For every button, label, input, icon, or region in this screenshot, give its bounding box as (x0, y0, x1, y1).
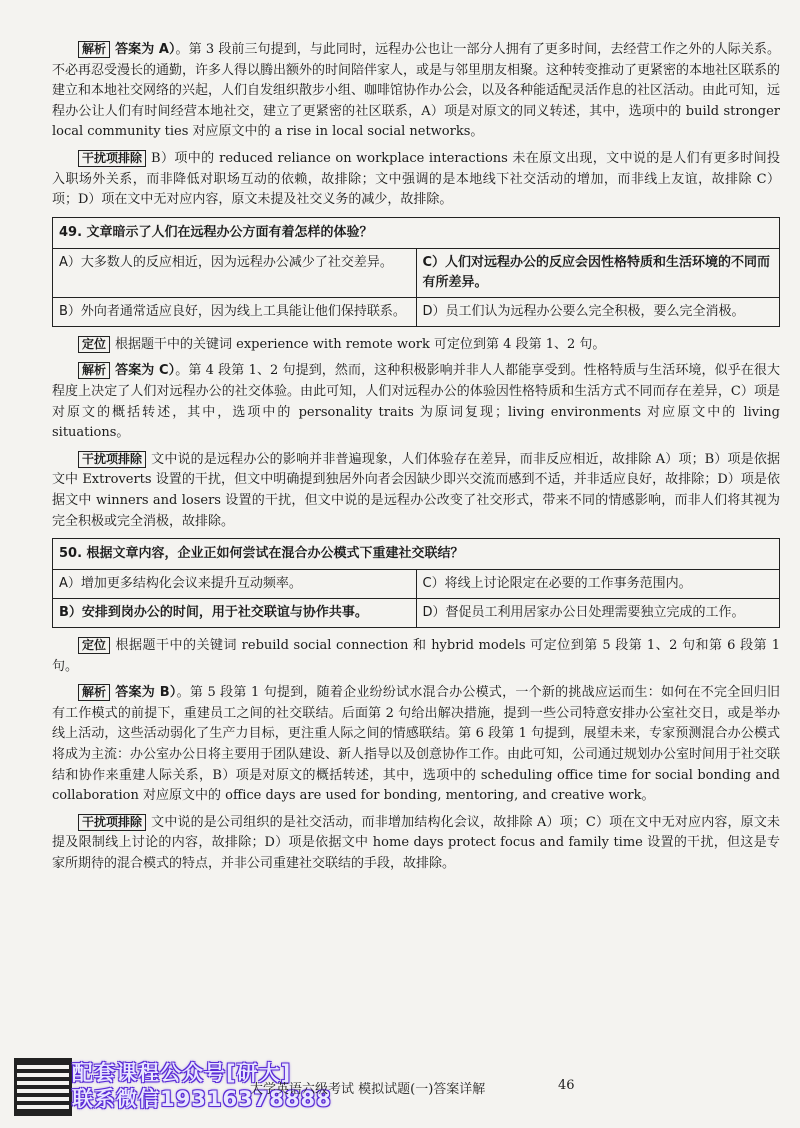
distractor-tag: 干扰项排除 (78, 451, 146, 468)
distractor-block-49 (52, 450, 780, 532)
analysis-block-49 (52, 361, 780, 443)
answer-label: 答案为 A） (115, 42, 176, 57)
option-c: C）将线上讨论限定在必要的工作事务范围内。 (416, 570, 780, 599)
analysis-text: 。第 4 段第 1、2 句提到，然而，这种积极影响并非人人都能享受到。性格特质与生活环境，似乎在很大程度上决定了人们对远程办公的社交体验。由此可知，人们对远程办公的体验因性格特质和生活方式不同而存在差异，C）项是对原文的概括转述，其中，选项中的 personality traits 为原词复现；living environments 对应原文中的 living situations。 (52, 363, 780, 441)
question-49-stem: 49. 文章暗示了人们在远程办公方面有着怎样的体验？ (53, 217, 780, 248)
distractor-text: B）项中的 reduced reliance on workplace interactions 未在原文出现，文中说的是人们有更多时间投入职场外关系，而非降低对职场互动的依赖，故排除；文中强调的是本地线下社交活动的增加，而非线上友谊，故排除 C）项；D）项在文中无对应内容，原文未提及社交义务的减少，故排除。 (52, 150, 780, 208)
locate-tag: 定位 (78, 637, 110, 654)
question-50-stem: 50. 根据文章内容，企业正如何尝试在混合办公模式下重建社交联结？ (53, 539, 780, 570)
option-b-correct: B）安排到岗办公的时间，用于社交联谊与协作共事。 (53, 599, 417, 628)
analysis-block-50 (52, 683, 780, 807)
analysis-text: 。第 3 段前三句提到，与此同时，远程办公也让一部分人拥有了更多时间，去经营工作之外的人际关系。不必再忍受漫长的通勤，许多人得以腾出额外的时间陪伴家人，或是与邻里朋友相聚。这种转变推动了更紧密的本地社区联系的建立和本地社交网络的兴起，人们自发组织散步小组、咖啡馆协作办公会，以及各种能适配灵活作息的社区活动。由此可知，远程办公让人们有时间经营本地社交，建立了更紧密的社区联系，A）项是对原文的同义转述，其中，选项中的 build stronger local community ties 对应原文中的 a rise in local social networks。 (52, 42, 781, 140)
distractor-block-48 (52, 149, 780, 211)
promo-watermark-line1: 配套课程公众号[研大] (72, 1061, 292, 1085)
option-d: D）员工们认为远程办公要么完全积极，要么完全消极。 (416, 297, 780, 326)
promo-watermark-line2: 联系微信19316378888 (72, 1087, 332, 1111)
answer-label: 答案为 B） (115, 685, 177, 701)
option-c-correct: C）人们对远程办公的反应会因性格特质和生活环境的不同而有所差异。 (416, 248, 780, 297)
answer-page (52, 40, 780, 881)
locate-tag: 定位 (78, 336, 110, 353)
distractor-tag: 干扰项排除 (78, 814, 146, 831)
analysis-tag: 解析 (78, 41, 110, 58)
page-footer (0, 1052, 800, 1124)
locate-text: 根据题干中的关键词 experience with remote work 可定位到第 4 段第 1、2 句。 (115, 336, 606, 352)
distractor-text: 文中说的是公司组织的是社交活动，而非增加结构化会议，故排除 A）项；C）项在文中无对应内容，原文未提及限制线上讨论的内容，故排除；D）项是依据文中 home days protect focus and family time 设置的干扰，但这是专家所期待的混合模式的特点，并非公司重建社交联结的手段，故排除。 (52, 814, 780, 872)
book-title-footer: 大学英语六级考试 模拟试题(一)答案详解 (250, 1082, 486, 1097)
question-49-table (52, 217, 780, 327)
locate-text: 根据题干中的关键词 rebuild social connection 和 hybrid models 可定位到第 5 段第 1、2 句和第 6 段第 1 句。 (52, 638, 780, 674)
distractor-tag: 干扰项排除 (78, 150, 146, 167)
locate-block-50 (52, 636, 780, 677)
distractor-text: 文中说的是远程办公的影响并非普遍现象，人们体验存在差异，而非反应相近，故排除 A）项；B）项是依据文中 Extroverts 设置的干扰，但文中明确提到独居外向者会因缺少即兴交流而感到不适，并非适应良好，故排除；D）项是依据文中 winners and losers 设置的干扰，但文中说的是远程办公改变了社交形式，带来不同的情感影响，而非人们将其视为完全积极或完全消极，故排除。 (52, 451, 780, 529)
option-d: D）督促员工利用居家办公日处理需要独立完成的工作。 (416, 599, 780, 628)
page-number: 46 (558, 1078, 575, 1093)
locate-block-49 (52, 335, 780, 356)
qr-code-icon (14, 1058, 72, 1116)
question-50-table (52, 538, 780, 628)
analysis-block-48 (52, 40, 780, 143)
distractor-block-50 (52, 813, 780, 875)
answer-label: 答案为 C） (115, 363, 176, 379)
analysis-tag: 解析 (78, 684, 110, 701)
analysis-tag: 解析 (78, 362, 110, 379)
option-a: A）增加更多结构化会议来提升互动频率。 (53, 570, 417, 599)
option-b: B）外向者通常适应良好，因为线上工具能让他们保持联系。 (53, 297, 417, 326)
analysis-text: 。第 5 段第 1 句提到，随着企业纷纷试水混合办公模式，一个新的挑战应运而生：如何在不完全回归旧有工作模式的前提下，重建员工之间的社交联结。后面第 2 句给出解决措施，提到一些公司特意安排办公室社交日，或是举办线上活动，这些活动弱化了生产力目标，更注重人际之间的情感联结。第 6 段第 1 句提到，展望未来，专家预测混合办公模式将成为主流：办公室办公日将主要用于团队建设、新人指导以及创意协作工作。由此可知，公司通过规划办公室时间用于社交联结和协作来重建人际关系，B）项是对原文的概括转述，其中，选项中的 scheduling office time for social bonding and collaboration 对应原文中的 office days are used for bonding, mentoring, and creative work。 (52, 685, 781, 804)
option-a: A）大多数人的反应相近，因为远程办公减少了社交差异。 (53, 248, 417, 297)
